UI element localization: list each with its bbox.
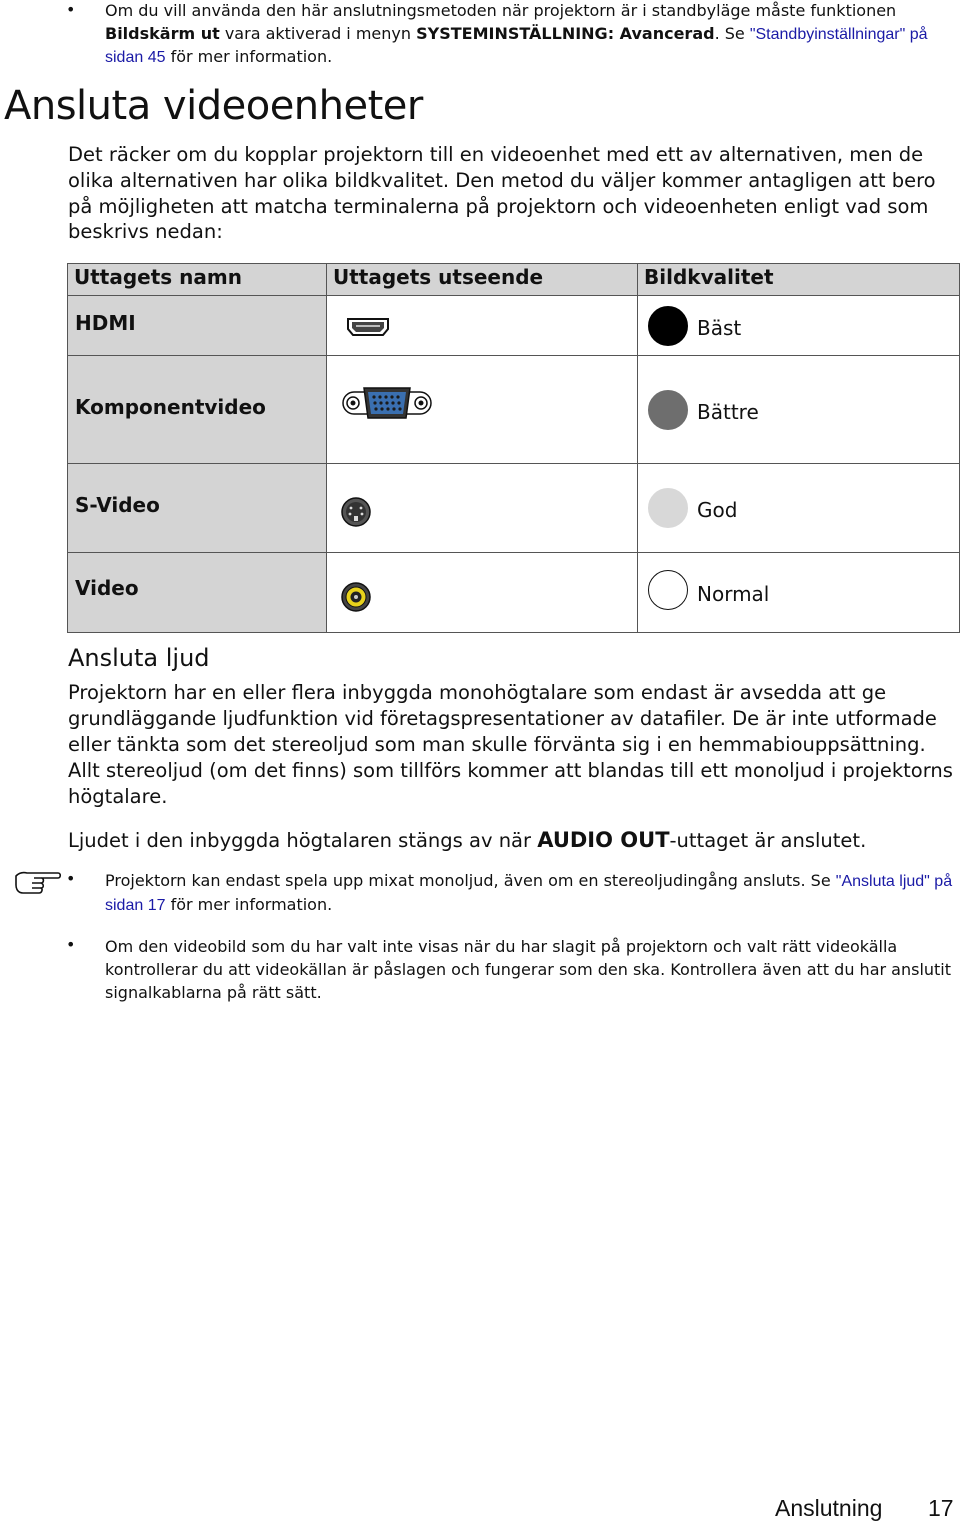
header-cell xyxy=(327,264,638,295)
header-cell xyxy=(68,264,327,295)
ansluta-ljud-link[interactable]: "Ansluta ljud" på sidan 17 xyxy=(105,873,953,914)
quality-indicator-good xyxy=(648,488,688,528)
table-row xyxy=(68,296,959,356)
bold-run: Bildskärm ut xyxy=(105,23,220,43)
text-run: vara aktiverad i menyn xyxy=(219,23,417,43)
note-1-text xyxy=(105,869,955,917)
connector-name: Komponentvideo xyxy=(75,395,266,419)
audio-heading: Ansluta ljud xyxy=(68,644,210,672)
table-header-row xyxy=(68,264,959,296)
bullet: • xyxy=(66,0,76,19)
name-cell xyxy=(68,356,327,463)
quality-label: God xyxy=(697,498,738,522)
bold-run: AUDIO OUT xyxy=(537,828,670,852)
text-run: Om du vill använda den här anslutningsmetoden när projektorn är i standbyläge måste funktionen xyxy=(105,1,897,20)
intro-paragraph: Det räcker om du kopplar projektorn till en videoenhet med ett av alternativen, men de olika alternativen har olika bildkvalitet. Den metod du väljer kommer antagligen att bero på möjligheten att matcha terminalerna på projektorn och videoenheten enligt vad som beskrivs nedan: xyxy=(68,143,936,244)
header-label: Bildkvalitet xyxy=(644,265,774,289)
audio-paragraph: Projektorn har en eller flera inbyggda monohögtalare som endast är avsedda att ge grundläggande ljudfunktion vid företagspresentationer av datafiler. De är inte utformade eller tänkta som det stereoljud som man skulle förvänta sig i en hemmabiouppsättning. Allt stereoljud (om det finns) som tillförs kommer att blandas till ett monoljud i projektorns högtalare. xyxy=(68,681,953,808)
footer-section-title: Anslutning xyxy=(775,1495,883,1521)
quality-cell xyxy=(638,553,959,632)
name-cell xyxy=(68,553,327,632)
bullet: • xyxy=(66,869,76,888)
text-run: för mer information. xyxy=(165,47,333,66)
appearance-cell xyxy=(327,553,638,632)
text-run: Projektorn kan endast spela upp mixat monoljud, även om en stereoljudingång ansluts. Se xyxy=(105,871,836,890)
connector-name: HDMI xyxy=(75,311,136,335)
s-video-port-icon xyxy=(340,496,372,528)
quality-cell xyxy=(638,464,959,552)
header-label: Uttagets namn xyxy=(74,265,242,289)
appearance-cell xyxy=(327,296,638,355)
connector-name: S-Video xyxy=(75,493,160,517)
table-row xyxy=(68,356,959,464)
quality-indicator-normal xyxy=(648,570,688,610)
quality-label: Bäst xyxy=(697,316,742,340)
note-2-text: Om den videobild som du har valt inte visas när du har slagit på projektorn och valt rätt videokälla kontrollerar du att videokällan är påslagen och fungerar som den ska. Kontrollera även att du har anslutit signalkablarna på rätt sätt. xyxy=(105,937,952,1002)
table-row xyxy=(68,553,959,632)
standby-settings-link[interactable]: "Standbyinställningar" på sidan 45 xyxy=(105,25,928,66)
audio-out-paragraph xyxy=(68,827,958,854)
table-row xyxy=(68,464,959,553)
bold-run: SYSTEMINSTÄLLNING: Avancerad xyxy=(416,23,715,43)
quality-indicator-better xyxy=(648,390,688,430)
component-port-icon xyxy=(342,384,432,422)
text-run: -uttaget är anslutet. xyxy=(669,829,867,852)
name-cell xyxy=(68,296,327,355)
text-run: för mer information. xyxy=(165,895,333,914)
connector-name: Video xyxy=(75,576,139,600)
appearance-cell xyxy=(327,464,638,552)
page-title: Ansluta videoenheter xyxy=(4,83,423,129)
quality-cell xyxy=(638,356,959,463)
header-cell xyxy=(638,264,959,295)
top-note-text xyxy=(105,0,945,70)
header-label: Uttagets utseende xyxy=(333,265,544,289)
rca-video-port-icon xyxy=(340,581,372,613)
quality-cell xyxy=(638,296,959,355)
quality-label: Bättre xyxy=(697,400,759,424)
pointing-hand-icon xyxy=(14,868,62,894)
quality-label: Normal xyxy=(697,582,770,606)
appearance-cell xyxy=(327,356,638,463)
bullet: • xyxy=(66,935,76,954)
name-cell xyxy=(68,464,327,552)
text-run: . Se xyxy=(714,23,750,43)
page-number: 17 xyxy=(928,1495,954,1521)
connector-table xyxy=(67,263,960,633)
text-run: Ljudet i den inbyggda högtalaren stängs av när xyxy=(68,829,538,852)
quality-indicator-best xyxy=(648,306,688,346)
hdmi-port-icon xyxy=(347,317,389,337)
